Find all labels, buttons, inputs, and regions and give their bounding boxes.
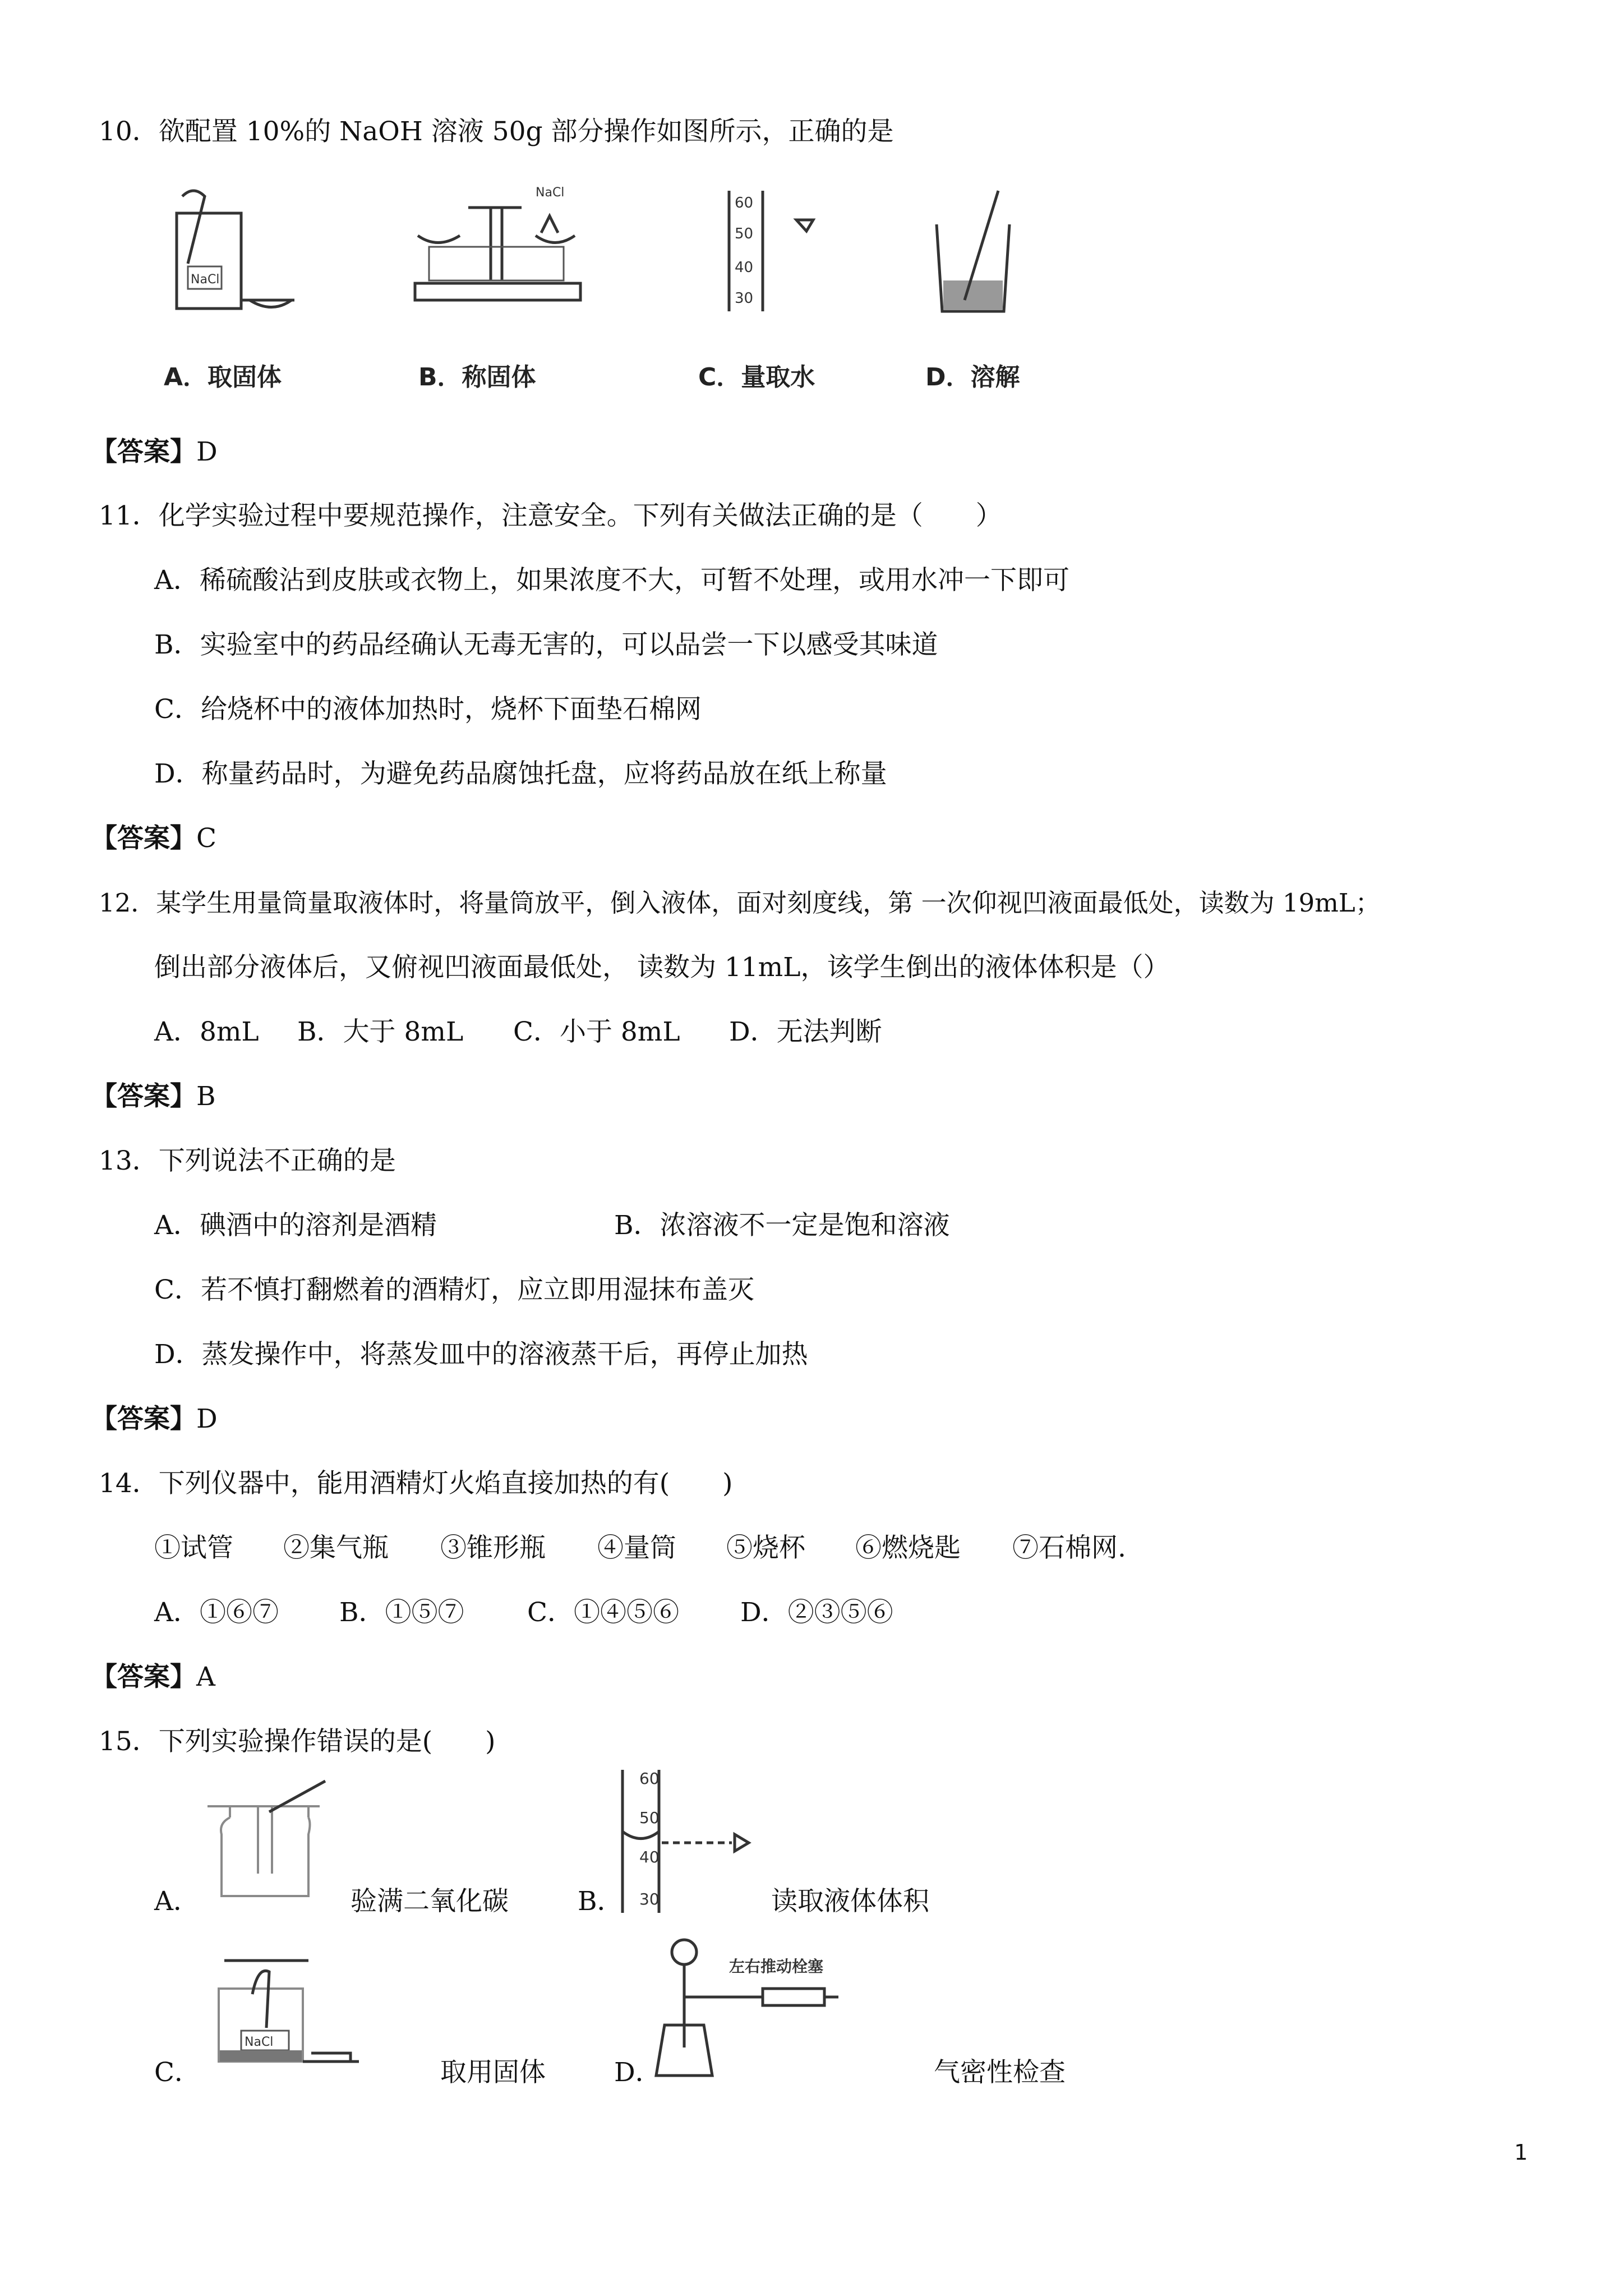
q12-stem-line2: 倒出部分液体后，又俯视凹液面最低处， 读数为 11mL，该学生倒出的液体体积是（） <box>154 952 1170 983</box>
q14-item-3: ③锥形瓶 <box>440 1533 546 1563</box>
answer-prefix: 【答案】 <box>91 436 196 467</box>
q14-option-c: C．①④⑤⑥ <box>527 1597 679 1628</box>
q15-option-b-letter: B． <box>578 1886 624 1917</box>
q12-option-a: A．8mL <box>154 1016 259 1047</box>
q14-item-6: ⑥燃烧匙 <box>855 1533 961 1563</box>
q15-option-a-letter: A． <box>154 1886 200 1917</box>
q15-figure-d <box>651 1935 886 2092</box>
q15-figure-c <box>196 1949 365 2078</box>
q14-option-d: D．②③⑤⑥ <box>740 1597 893 1628</box>
q14-item-2: ②集气瓶 <box>283 1533 389 1563</box>
q10-caption-d: D．溶解 <box>925 363 1020 392</box>
q11-option-c: C．给烧杯中的液体加热时，烧杯下面垫石棉网 <box>154 694 702 725</box>
svg-text:30: 30 <box>639 1890 660 1908</box>
q10-figure-c <box>718 180 830 320</box>
q15-option-c-text: 取用固体 <box>440 2057 546 2088</box>
svg-text:40: 40 <box>639 1848 660 1866</box>
q10-figure-a <box>160 180 311 320</box>
q11-stem: 11．化学实验过程中要规范操作，注意安全。下列有关做法正确的是（ ） <box>99 500 1002 531</box>
svg-text:60: 60 <box>639 1769 660 1788</box>
q15-option-c-letter: C． <box>154 2057 201 2088</box>
q13-answer: 【答案】D <box>91 1404 218 1434</box>
svg-text:30: 30 <box>735 290 754 307</box>
q14-stem: 14．下列仪器中，能用酒精灯火焰直接加热的有( ) <box>99 1468 733 1499</box>
q14-option-a: A．①⑥⑦ <box>154 1597 279 1628</box>
page-number: 1 <box>1514 2140 1528 2165</box>
q14-item-4: ④量筒 <box>597 1533 676 1563</box>
q13-option-a: A．碘酒中的溶剂是酒精 <box>154 1210 437 1241</box>
svg-text:NaCl: NaCl <box>536 186 565 200</box>
q15-option-b-text: 读取液体体积 <box>771 1886 929 1917</box>
q15-figure-b <box>614 1761 771 1918</box>
q14-item-1: ①试管 <box>154 1533 233 1563</box>
q12-answer: 【答案】B <box>91 1081 216 1112</box>
q14-answer: 【答案】A <box>91 1662 215 1692</box>
q15-figure-a <box>196 1773 353 1907</box>
q12-option-d: D．无法判断 <box>729 1016 882 1047</box>
q13-option-b: B．浓溶液不一定是饱和溶液 <box>614 1210 950 1241</box>
q13-option-c: C．若不慎打翻燃着的酒精灯，应立即用湿抹布盖灭 <box>154 1274 754 1305</box>
q12-option-b: B．大于 8mL <box>297 1016 464 1047</box>
q14-item-7: ⑦石棉网. <box>1012 1533 1126 1563</box>
svg-text:NaCl: NaCl <box>245 2035 274 2049</box>
q15-stem: 15．下列实验操作错误的是( ) <box>99 1726 496 1757</box>
q14-option-b: B．①⑤⑦ <box>339 1597 464 1628</box>
q10-stem: 10．欲配置 10%的 NaOH 溶液 50g 部分操作如图所示，正确的是 <box>99 116 894 147</box>
q10-figure-b <box>407 180 592 320</box>
q13-stem: 13．下列说法不正确的是 <box>99 1145 396 1176</box>
svg-text:60: 60 <box>735 195 754 211</box>
q10-answer: 【答案】D <box>91 436 218 467</box>
q15-option-a-text: 验满二氧化碳 <box>351 1886 509 1917</box>
q11-option-a: A．稀硫酸沾到皮肤或衣物上，如果浓度不大，可暂不处理，或用水冲一下即可 <box>154 565 1069 596</box>
q10-caption-b: B．称固体 <box>418 363 536 392</box>
svg-text:50: 50 <box>735 226 754 242</box>
svg-text:NaCl: NaCl <box>191 273 220 287</box>
svg-text:50: 50 <box>639 1809 660 1827</box>
q13-option-d: D．蒸发操作中，将蒸发皿中的溶液蒸干后，再停止加热 <box>154 1339 808 1370</box>
q11-option-b: B．实验室中的药品经确认无毒无害的，可以品尝一下以感受其味道 <box>154 629 938 660</box>
q10-caption-a: A．取固体 <box>164 363 282 392</box>
q12-stem-line1: 12．某学生用量筒量取液体时，将量筒放平，倒入液体，面对刻度线，第 一次仰视凹液面最低处，读数为 19mL； <box>99 888 1381 918</box>
q14-item-5: ⑤烧杯 <box>726 1533 805 1563</box>
q11-option-d: D．称量药品时，为避免药品腐蚀托盘，应将药品放在纸上称量 <box>154 758 887 789</box>
svg-text:左右推动栓塞: 左右推动栓塞 <box>729 1957 824 1976</box>
q12-option-c: C．小于 8mL <box>513 1016 680 1047</box>
q15-option-d-letter: D． <box>614 2057 662 2088</box>
q10-caption-c: C．量取水 <box>698 363 815 392</box>
q11-answer: 【答案】C <box>91 823 216 854</box>
svg-text:40: 40 <box>735 259 754 276</box>
q15-option-d-text: 气密性检查 <box>934 2057 1066 2088</box>
q10-figure-d <box>925 180 1038 320</box>
